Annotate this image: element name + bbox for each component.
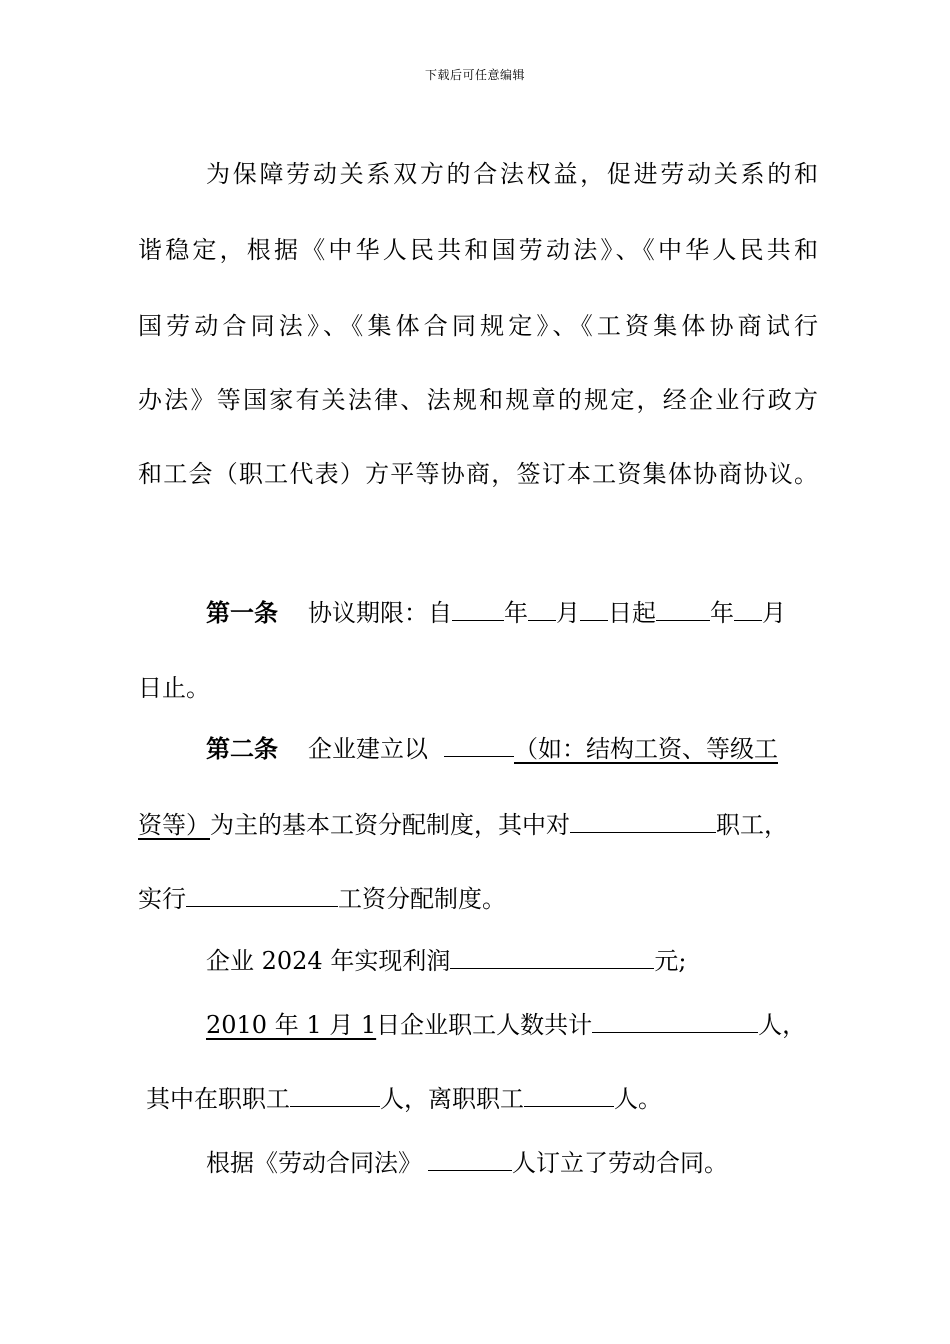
profit-unit: 元; [654,947,687,975]
article-2-title: 第二条 [206,734,278,763]
preamble-line-3: 国劳动合同法》、《集体合同规定》、《工资集体协商试行 [138,312,818,340]
wage-system-example-end: 资等） [138,811,210,839]
staff-type-blank[interactable] [570,808,716,833]
wage-system-blank[interactable] [444,732,514,757]
profit-line [206,944,818,977]
article-2-text-e: 工资分配制度。 [338,885,506,913]
year-end-blank[interactable] [656,596,710,621]
preamble-line-2: 谐稳定，根据《中华人民共和国劳动法》、《中华人民共和 [138,236,818,264]
staff-total-blank[interactable] [592,1008,758,1033]
year-start-label: 年 [504,599,528,627]
staff-left-unit: 人。 [614,1085,662,1113]
article-1-text: 协议期限：自 [308,599,452,627]
preamble-line-5: 和工会（职工代表）方平等协商，签订本工资集体协商协议。 [138,460,818,488]
year-end-label: 年 [710,599,734,627]
staff-count-date: 2010 年 1 月 1 [206,1011,377,1039]
contract-text-b: 人订立了劳动合同。 [512,1149,728,1177]
profit-blank[interactable] [450,944,654,969]
preamble-line-4: 办法》等国家有关法律、法规和规章的规定，经企业行政方 [138,386,818,414]
staff-active-text: 其中在职职工 [146,1085,290,1113]
article-1 [206,596,818,629]
article-2-text-c: 职工， [716,811,788,839]
month-start-label: 月 [556,599,580,627]
wage-system-example: （如：结构工资、等级工 [514,735,778,763]
article-2-text-d: 实行 [138,885,186,913]
article-1-title: 第一条 [206,598,278,627]
year-start-blank[interactable] [452,596,504,621]
staff-count-unit: 人， [758,1011,807,1039]
article-1-continuation: 日止。 [138,674,210,702]
staff-breakdown-line [146,1082,826,1115]
preamble-line-1: 为保障劳动关系双方的合法权益，促进劳动关系的和 [206,160,818,188]
article-2-line-3 [138,882,818,915]
page-header: 下载后可任意编辑 [424,68,525,82]
article-2-text-b: 为主的基本工资分配制度，其中对 [210,811,570,839]
article-2-line-2 [138,808,818,841]
staff-count-text: 日企业职工人数共计 [376,1011,593,1039]
contract-count-blank[interactable] [428,1146,512,1171]
staff-count-line [206,1008,818,1041]
month-end-blank[interactable] [734,596,762,621]
month-end-label: 月 [762,599,786,627]
staff-active-blank[interactable] [290,1082,380,1107]
wage-distribution-blank[interactable] [186,882,338,907]
month-start-blank[interactable] [528,596,556,621]
staff-left-text: 人，离职职工 [380,1085,524,1113]
staff-left-blank[interactable] [524,1082,614,1107]
contract-text: 根据《劳动合同法》 [206,1149,422,1177]
profit-text: 企业 2024 年实现利润 [206,947,451,975]
article-2-text: 企业建立以 [308,735,428,763]
day-start-label: 日起 [608,599,656,627]
article-2 [206,732,818,765]
contract-line [206,1146,818,1179]
day-start-blank[interactable] [580,596,608,621]
